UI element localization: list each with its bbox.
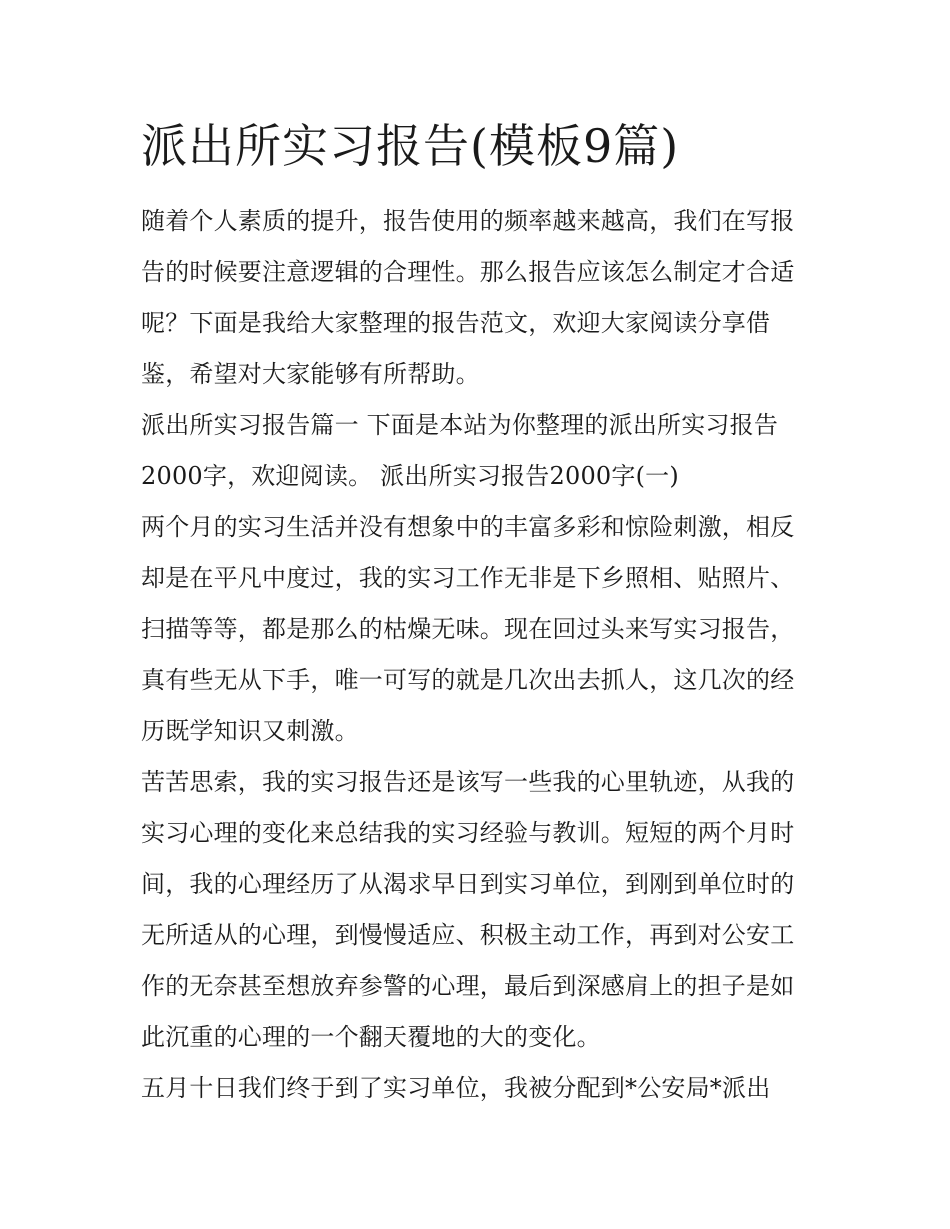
paragraph-body: [141, 502, 821, 757]
paragraph-intro: [141, 196, 821, 400]
text-line: 间，我的心理经历了从渴求早日到实习单位，到刚到单位时的: [141, 870, 795, 898]
text-line: 实习心理的变化来总结我的实习经验与教训。短短的两个月时: [141, 819, 795, 847]
text-line: 两个月的实习生活并没有想象中的丰富多彩和惊险刺激，相反: [141, 513, 795, 541]
text-line: 五月十日我们终于到了实习单位，我被分配到*公安局*派出: [141, 1074, 771, 1102]
text-line: 无所适从的心理，到慢慢适应、积极主动工作，再到对公安工: [141, 921, 795, 949]
document-title: 派出所实习报告(模板9篇): [141, 119, 680, 173]
text-line: 扫描等等，都是那么的枯燥无味。现在回过头来写实习报告，: [141, 615, 795, 643]
text-line: 告的时候要注意逻辑的合理性。那么报告应该怎么制定才合适: [141, 258, 795, 286]
text-line: 2000字，欢迎阅读。 派出所实习报告2000字(一): [141, 462, 679, 490]
document-page: [141, 112, 821, 1114]
text-line: 却是在平凡中度过，我的实习工作无非是下乡照相、贴照片、: [141, 564, 795, 592]
text-line: 苦苦思索，我的实习报告还是该写一些我的心里轨迹，从我的: [141, 768, 795, 796]
paragraph-section-one-heading: [141, 400, 821, 502]
text-line: 鉴，希望对大家能够有所帮助。: [141, 360, 480, 388]
text-line: 派出所实习报告篇一 下面是本站为你整理的派出所实习报告: [141, 411, 779, 439]
paragraph-body: [141, 757, 821, 1063]
text-line: 历既学知识又刺激。: [141, 717, 359, 745]
paragraph-body: [141, 1063, 821, 1114]
text-line: 作的无奈甚至想放弃参警的心理，最后到深感肩上的担子是如: [141, 972, 795, 1000]
text-line: 真有些无从下手，唯一可写的就是几次出去抓人，这几次的经: [141, 666, 795, 694]
text-line: 随着个人素质的提升，报告使用的频率越来越高，我们在写报: [141, 207, 795, 235]
text-line: 此沉重的心理的一个翻天覆地的大的变化。: [141, 1023, 601, 1051]
text-line: 呢？下面是我给大家整理的报告范文，欢迎大家阅读分享借: [141, 309, 771, 337]
